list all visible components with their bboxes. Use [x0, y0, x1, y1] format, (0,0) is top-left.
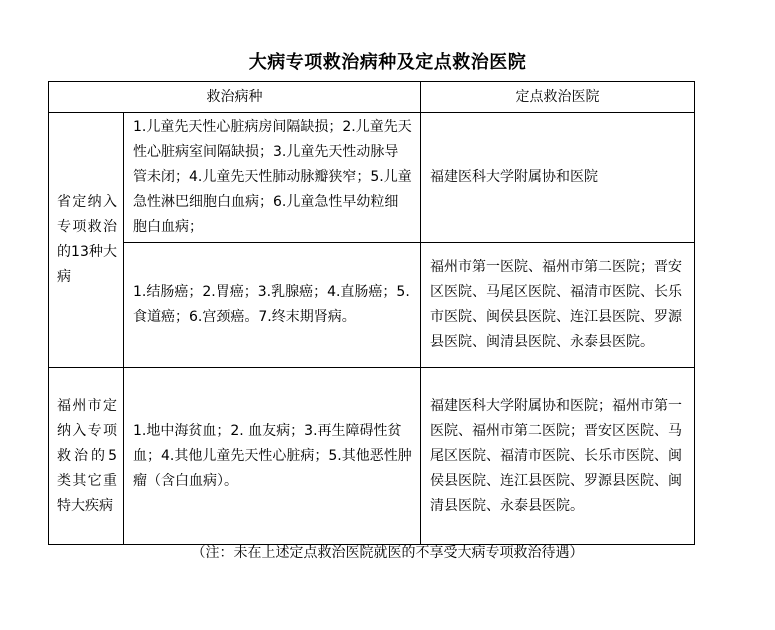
table-row: [49, 368, 695, 545]
footnote: （注：未在上述定点救治医院就医的不享受大病专项救治待遇）: [191, 545, 584, 561]
header-hospital: 定点救治医院: [421, 82, 695, 113]
table-row: [49, 243, 695, 368]
hospital-cell: 福建医科大学附属协和医院: [421, 113, 695, 243]
disease-hospital-table: [48, 81, 695, 545]
hospital-cell: 福建医科大学附属协和医院；福州市第一医院、福州市第二医院；晋安区医院、马尾区医院、福清市医院、长乐市医院、闽侯县医院、连江县医院、罗源县医院、闽清县医院、永泰县医院。: [421, 368, 695, 545]
header-disease: 救治病种: [49, 82, 421, 113]
table-row: [49, 113, 695, 243]
disease-cell: 1.结肠癌；2.胃癌；3.乳腺癌；4.直肠癌；5.食道癌；6.宫颈癌。7.终末期肾病。: [124, 243, 421, 368]
category-cell: 省定纳入专项救治的13种大病: [49, 113, 124, 368]
document-title: 大病专项救治病种及定点救治医院: [248, 52, 527, 73]
disease-cell: 1.地中海贫血；2. 血友病；3.再生障碍性贫血；4.其他儿童先天性心脏病；5.其他恶性肿瘤（含白血病）。: [124, 368, 421, 545]
disease-cell: 1.儿童先天性心脏病房间隔缺损；2.儿童先天性心脏病室间隔缺损；3.儿童先天性动脉导管未闭；4.儿童先天性肺动脉瓣狭窄；5.儿童急性淋巴细胞白血病；6.儿童急性早幼粒细胞白血病；: [124, 113, 421, 243]
category-cell: 福州市定纳入专项救治的5类其它重特大疾病: [49, 368, 124, 545]
table-header-row: [49, 82, 695, 113]
hospital-cell: 福州市第一医院、福州市第二医院；晋安区医院、马尾区医院、福清市医院、长乐市医院、闽侯县医院、连江县医院、罗源县医院、闽清县医院、永泰县医院。: [421, 243, 695, 368]
